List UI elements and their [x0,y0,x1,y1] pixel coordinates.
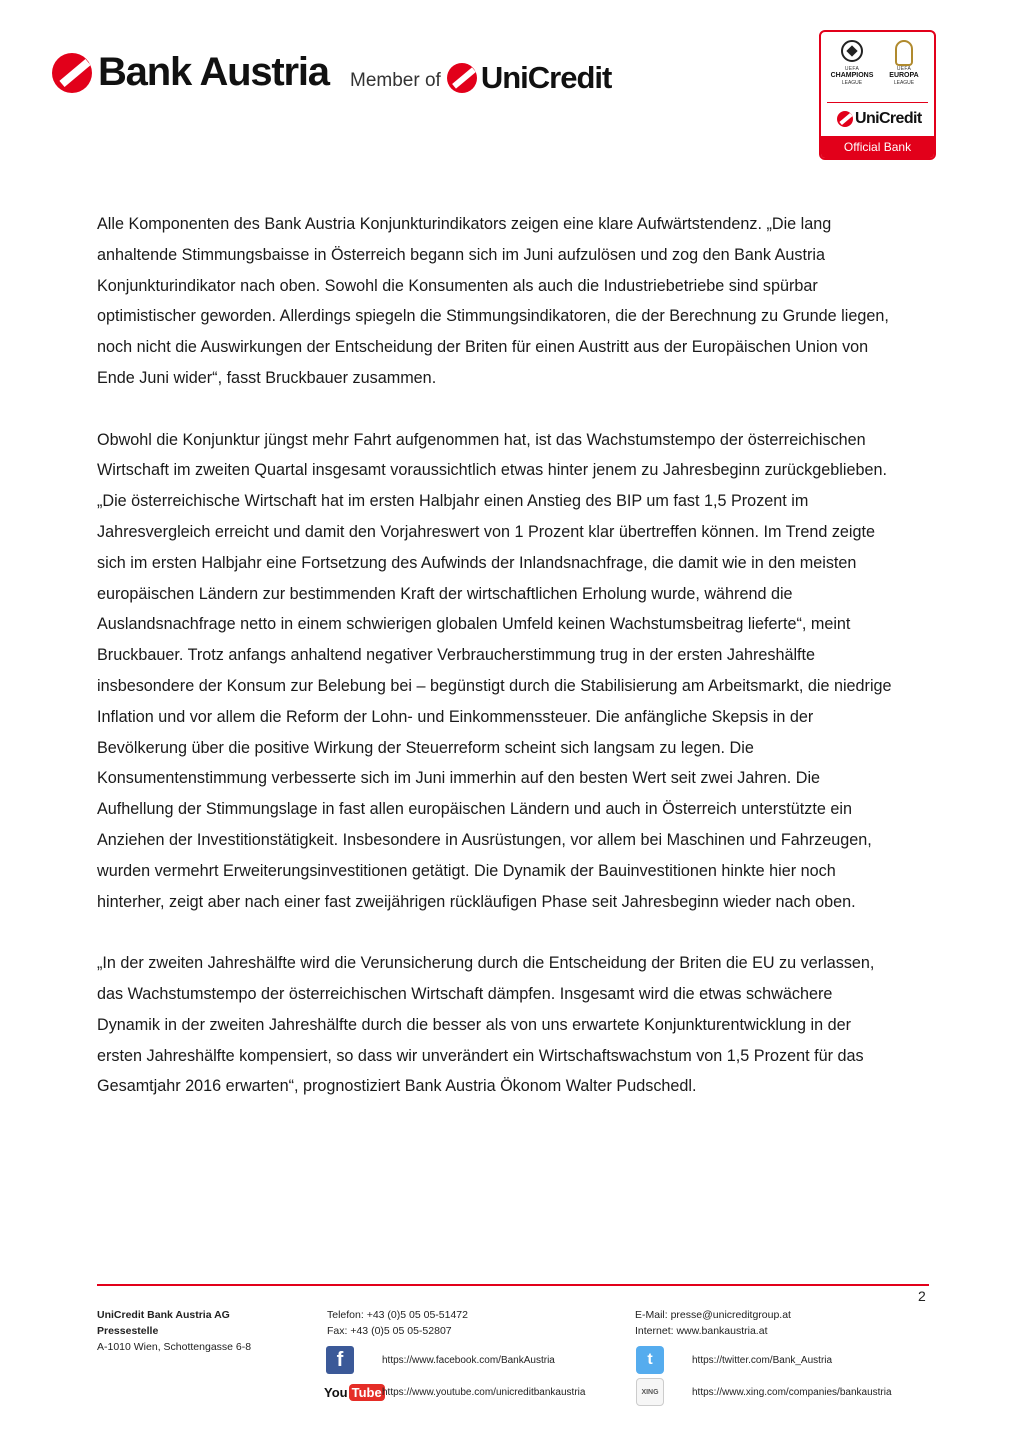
unicredit-name: UniCredit [480,60,612,95]
department: Pressestelle [97,1325,159,1337]
youtube-icon-tube: Tube [349,1384,385,1401]
league-logos [827,40,928,100]
footer-divider [97,1284,929,1286]
youtube-icon[interactable] [324,1378,382,1406]
official-bank-badge [819,30,936,160]
champions-league-name: CHAMPIONS [830,72,874,79]
phone: Telefon: +43 (0)5 05 05-51472 [327,1309,468,1321]
brand-name: Bank Austria [98,50,329,94]
company-name: UniCredit Bank Austria AG [97,1309,230,1321]
twitter-link[interactable]: https://twitter.com/Bank_Austria [692,1354,833,1366]
unicredit-mark-icon [837,111,853,127]
address: A-1010 Wien, Schottengasse 6-8 [97,1341,252,1353]
official-bank-label: Official Bank [821,136,934,158]
youtube-icon-you: You [324,1384,348,1400]
xing-icon[interactable]: XING [636,1378,664,1406]
europa-league-logo [879,40,929,86]
bank-austria-logo [52,50,329,95]
europa-league-sub: LEAGUE [893,80,915,86]
youtube-link[interactable]: https://www.youtube.com/unicreditbankaustria [382,1386,586,1398]
paragraph: Obwohl die Konjunktur jüngst mehr Fahrt aufgenommen hat, ist das Wachstumstempo der österreichischen Wirtschaft im zweiten Quartal insgesamt voraussichtlich etwas hinter jenem zu Jahresbeginn zurückgeblieben. „Die österreichische Wirtschaft hat im ersten Halbjahr einen Anstieg des BIP um fast 1,5 Prozent im Jahresvergleich erreicht und damit den Vorjahreswert von 1 Prozent klar übertreffen können. Im Trend zeigte sich im ersten Halbjahr eine Fortsetzung des Aufwinds der Inlandsnachfrage, die damit wie in den meisten europäischen Ländern zur bestimmenden Kraft der wirtschaftlichen Erholung wurde, während die Auslandsnachfrage netto in einem schwierigen globalen Umfeld keinen Wachstumsbeitrag lieferte“, meint Bruckbauer. Trotz anfangs anhaltend negativer Verbraucherstimmung trug in der ersten Jahreshälfte insbesondere der Konsum zur Belebung bei – begünstigt durch die Stabilisierung am Arbeitsmarkt, die niedrige Inflation und vor allem die Reform der Lohn- und Einkommenssteuer. Die anfängliche Skepsis in der Bevölkerung über die positive Wirkung der Steuerreform scheint sich langsam zu legen. Die Konsumentenstimmung verbesserte sich im Juni immerhin auf den besten Wert seit zwei Jahren. Die Aufhellung der Stimmungslage in fast allen europäischen Ländern und auch in Österreich unterstützte ein Anziehen der Investitionstätigkeit. Insbesondere in Ausrüstungen, vor allem bei Maschinen und Fahrzeugen, wurden vermehrt Erweiterungsinvestitionen getätigt. Die Dynamik der Bauinvestitionen hinkte hier noch hinterher, zeigt aber nach einer fast zweijährigen rückläufigen Phase seit Jahresbeginn wieder nach oben. [97,430,892,911]
facebook-link[interactable]: https://www.facebook.com/BankAustria [382,1354,555,1366]
unicredit-mark-icon [52,53,92,93]
email-link[interactable]: E-Mail: presse@unicreditgroup.at [635,1309,791,1321]
champions-league-uefa: UEFA [844,66,860,72]
page-number: 2 [918,1288,926,1304]
fax: Fax: +43 (0)5 05 05-52807 [327,1325,452,1337]
member-of-label: Member of [350,70,441,91]
footer-contact-block [635,1307,791,1339]
paragraph: „In der zweiten Jahreshälfte wird die Verunsicherung durch die Entscheidung der Briten die EU zu verlassen, das Wachstumstempo der österreichischen Wirtschaft dämpfen. Insgesamt wird die etwas schwächere Dynamik in der zweiten Jahreshälfte durch die besser als von uns erwartete Konjunkturentwicklung in der ersten Jahreshälfte kompensiert, so dass wir unverändert ein Wirtschaftswachstum von 1,5 Prozent für das Gesamtjahr 2016 erwarten“, prognostiziert Bank Austria Ökonom Walter Pudschedl. [97,954,875,1096]
facebook-icon[interactable]: f [326,1346,354,1374]
unicredit-mark-icon [447,63,477,93]
member-of-unicredit [350,60,611,96]
twitter-link-row[interactable] [636,1346,832,1374]
badge-unicredit-name: UniCredit [855,110,922,127]
champions-league-logo [827,40,877,86]
badge-unicredit-logo [837,110,922,128]
page-header [0,0,1018,180]
starball-icon [841,40,863,62]
paragraph: Alle Komponenten des Bank Austria Konjunkturindikators zeigen eine klare Aufwärtstendenz. „Die lang anhaltende Stimmungsbaisse in Österreich begann sich im Juni aufzulösen und zog den Bank Austria Konjunkturindikator nach oben. Sowohl die Konsumenten als auch die Industriebetriebe sind spürbar optimistischer geworden. Allerdings spiegeln die Stimmungsindikatoren, die der Berechnung zu Grunde liegen, noch nicht die Auswirkungen der Entscheidung der Briten für einen Austritt aus der Europäischen Union von Ende Juni wider“, fasst Bruckbauer zusammen. [97,215,889,387]
article-body [97,209,897,1133]
champions-league-sub: LEAGUE [841,80,863,86]
europa-league-name: EUROPA [889,72,919,79]
trophy-icon [895,40,913,66]
footer-company-block [97,1307,251,1355]
xing-link[interactable]: https://www.xing.com/companies/bankaustria [692,1386,892,1398]
europa-league-uefa: UEFA [896,66,912,72]
badge-divider [827,102,928,103]
website-link[interactable]: Internet: www.bankaustria.at [635,1325,768,1337]
xing-link-row[interactable] [636,1378,892,1406]
youtube-link-row[interactable] [324,1378,585,1406]
twitter-icon[interactable]: t [636,1346,664,1374]
footer-phone-block [327,1307,468,1339]
facebook-link-row[interactable] [326,1346,555,1374]
